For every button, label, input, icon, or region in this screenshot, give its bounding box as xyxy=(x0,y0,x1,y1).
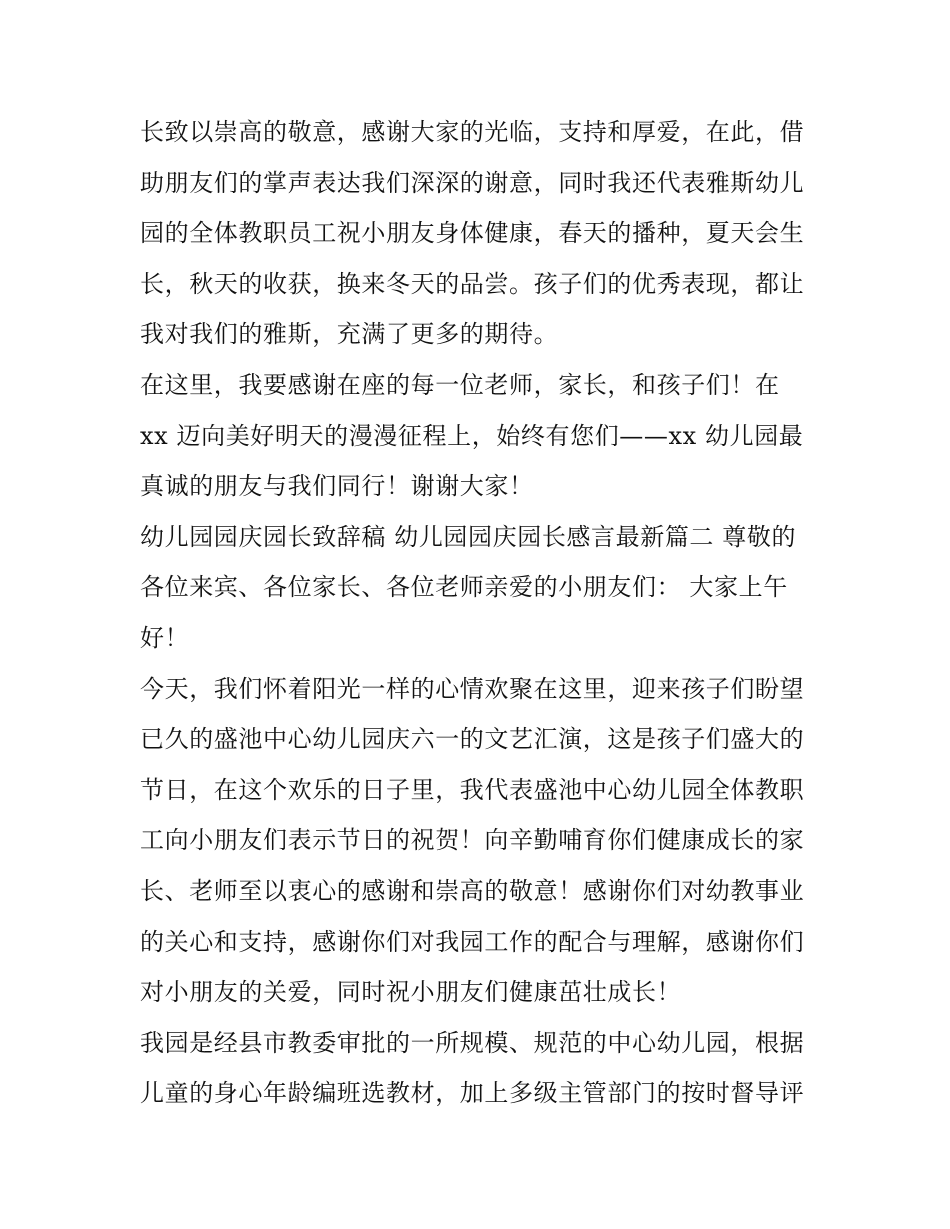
text-line: 已久的盛池中心幼儿园庆六一的文艺汇演，这是孩子们盛大的 xyxy=(140,725,805,754)
text-line: 在这里，我要感谢在座的每一位老师，家长，和孩子们！在 xyxy=(140,370,780,399)
text-line: xx 迈向美好明天的漫漫征程上，始终有您们——xx 幼儿园最 xyxy=(140,421,804,450)
text-line: 长致以崇高的敬意，感谢大家的光临，支持和厚爱，在此，借 xyxy=(140,118,805,146)
text-line: 园的全体教职员工祝小朋友身体健康，春天的播种，夏天会生 xyxy=(140,219,805,248)
text-line: 儿童的身心年龄编班选教材，加上多级主管部门的按时督导评 xyxy=(140,1079,805,1108)
text-line: 我园是经县市教委审批的一所规模、规范的中心幼儿园，根据 xyxy=(140,1028,805,1057)
text-line: 助朋友们的掌声表达我们深深的谢意，同时我还代表雅斯幼儿 xyxy=(140,168,805,197)
text-line: 今天，我们怀着阳光一样的心情欢聚在这里，迎来孩子们盼望 xyxy=(140,674,805,703)
text-line: 对小朋友的关爱，同时祝小朋友们健康茁壮成长！ xyxy=(140,978,682,1007)
text-line: 我对我们的雅斯，充满了更多的期待。 xyxy=(140,320,559,349)
document-body xyxy=(140,107,820,1119)
text-line: 节日，在这个欢乐的日子里，我代表盛池中心幼儿园全体教职 xyxy=(140,775,805,804)
text-line: 的关心和支持，感谢你们对我园工作的配合与理解，感谢你们 xyxy=(140,927,805,956)
text-line: 长、老师至以衷心的感谢和崇高的敬意！感谢你们对幼教事业 xyxy=(140,876,805,905)
text-line: 各位来宾、各位家长、各位老师亲爱的小朋友们： 大家上午 xyxy=(140,573,788,602)
text-line: 长，秋天的收获，换来冬天的品尝。孩子们的优秀表现，都让 xyxy=(140,269,805,298)
text-line: 幼儿园园庆园长致辞稿 幼儿园园庆园长感言最新篇二 尊敬的 xyxy=(140,522,797,551)
text-line: 真诚的朋友与我们同行！谢谢大家！ xyxy=(140,472,534,501)
text-line: 好！ xyxy=(140,623,190,652)
text-line: 工向小朋友们表示节日的祝贺！向辛勤哺育你们健康成长的家 xyxy=(140,826,805,855)
